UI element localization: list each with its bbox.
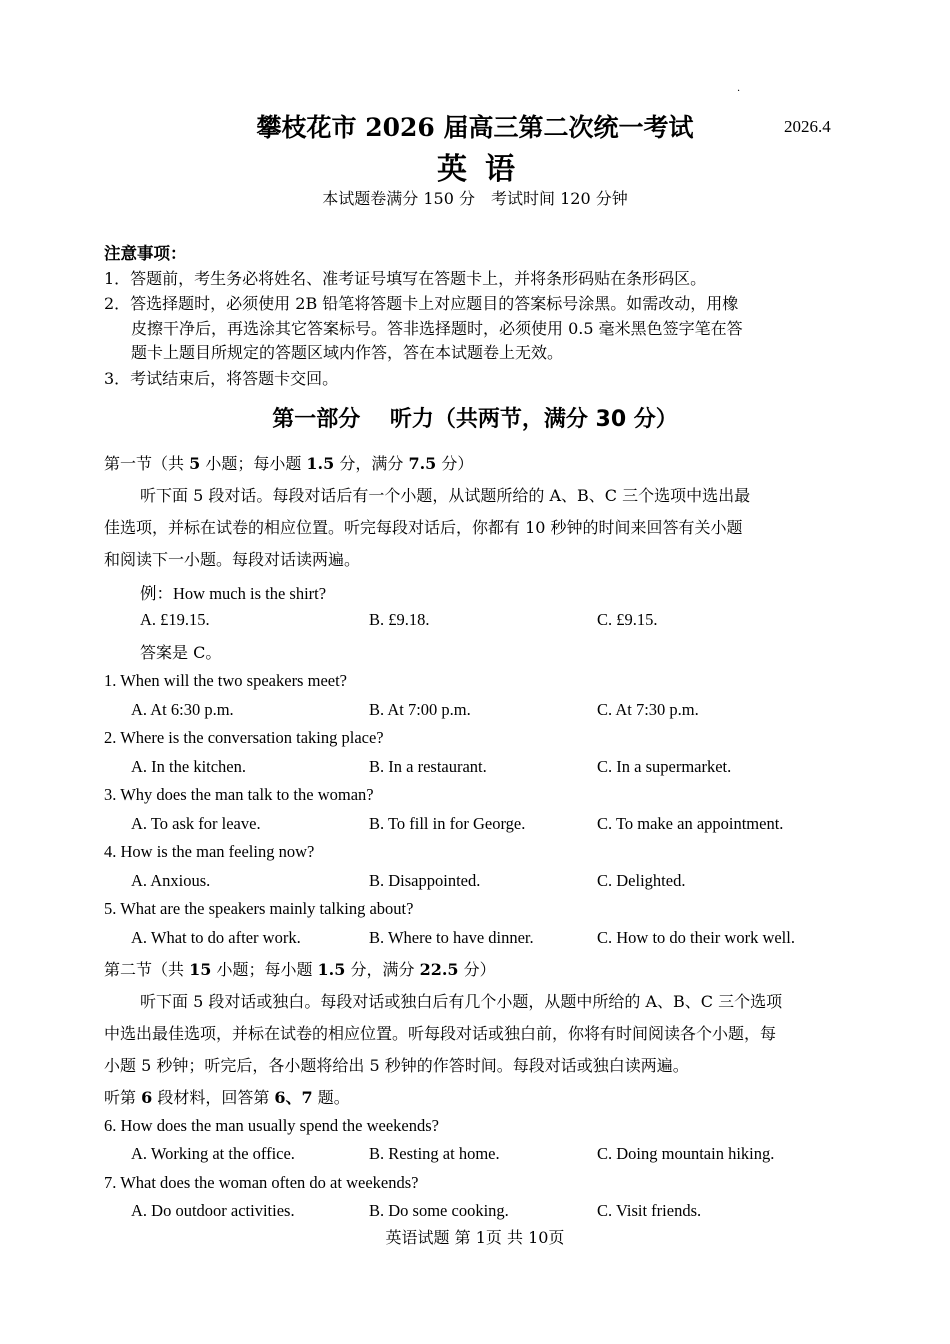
notice-item-continued: 题卡上题目所规定的答题区域内作答，答在本试题卷上无效。 <box>131 343 564 362</box>
option-a: A. In the kitchen. <box>131 757 247 776</box>
question-text: 3. Why does the man talk to the woman? <box>104 785 374 804</box>
subject-title: 英语 <box>437 152 533 187</box>
material-heading: 听第 6 段材料，回答第 6、7 题。 <box>104 1088 350 1107</box>
option-b: B. To fill in for George. <box>369 814 526 833</box>
option-a: A. Anxious. <box>131 871 211 890</box>
section2-instructions: 听下面 5 段对话或独白。每段对话或独白后有几个小题，从题中所给的 A、B、C 三个选项 <box>140 992 783 1011</box>
option-c: C. To make an appointment. <box>597 814 784 833</box>
option-b: B. Disappointed. <box>369 871 481 890</box>
option-a: A. At 6:30 p.m. <box>131 700 234 719</box>
option-b: B. Do some cooking. <box>369 1201 509 1220</box>
question-text: 1. When will the two speakers meet? <box>104 671 347 690</box>
section1-instructions: 和阅读下一小题。每段对话读两遍。 <box>104 550 361 569</box>
option-c: C. In a supermarket. <box>597 757 732 776</box>
section2-instructions: 中选出最佳选项，并标在试卷的相应位置。听每段对话或独白前，你将有时间阅读各个小题，每 <box>104 1024 777 1043</box>
notice-title: 注意事项： <box>104 244 187 263</box>
option-a: A. Working at the office. <box>131 1144 295 1163</box>
option-c: C. At 7:30 p.m. <box>597 700 699 719</box>
option-a: A. What to do after work. <box>131 928 301 947</box>
example-answer: 答案是 C。 <box>140 643 222 662</box>
option-b: B. At 7:00 p.m. <box>369 700 471 719</box>
option-a: A. To ask for leave. <box>131 814 261 833</box>
question-text: 6. How does the man usually spend the weekends? <box>104 1116 439 1135</box>
example-option-c: C. £9.15. <box>597 610 658 629</box>
question-text: 2. Where is the conversation taking place? <box>104 728 384 747</box>
option-b: B. Where to have dinner. <box>369 928 534 947</box>
notice-item-continued: 皮擦干净后，再选涂其它答案标号。答非选择题时，必须使用 0.5 毫米黑色签字笔在答 <box>131 319 743 338</box>
question-text: 7. What does the woman often do at weekends? <box>104 1173 419 1192</box>
section2-heading: 第二节（共 15 小题；每小题 1.5 分，满分 22.5 分） <box>104 960 496 979</box>
option-c: C. Delighted. <box>597 871 686 890</box>
option-b: B. Resting at home. <box>369 1144 500 1163</box>
notice-item: 1．答题前，考生务必将姓名、准考证号填写在答题卡上，并将条形码贴在条形码区。 <box>104 269 707 288</box>
part1-title: 第一部分 听力（共两节，满分 30 分） <box>272 407 678 432</box>
option-c: C. Doing mountain hiking. <box>597 1144 775 1163</box>
option-c: C. Visit friends. <box>597 1201 702 1220</box>
exam-title: 攀枝花市 2026 届高三第二次统一考试 <box>256 113 694 142</box>
example-option-b: B. £9.18. <box>369 610 430 629</box>
option-a: A. Do outdoor activities. <box>131 1201 295 1220</box>
option-b: B. In a restaurant. <box>369 757 487 776</box>
question-text: 4. How is the man feeling now? <box>104 842 315 861</box>
page-footer: 英语试题 第 1页 共 10页 <box>385 1228 565 1247</box>
section1-instructions: 佳选项，并标在试卷的相应位置。听完每段对话后，你都有 10 秒钟的时间来回答有关小题 <box>104 518 743 537</box>
section1-instructions: 听下面 5 段对话。每段对话后有一个小题，从试题所给的 A、B、C 三个选项中选出最 <box>140 486 751 505</box>
section2-instructions: 小题 5 秒钟；听完后，各小题将给出 5 秒钟的作答时间。每段对话或独白读两遍。 <box>104 1056 689 1075</box>
option-c: C. How to do their work well. <box>597 928 795 947</box>
exam-date: 2026.4 <box>784 117 831 136</box>
question-text: 5. What are the speakers mainly talking about? <box>104 899 414 918</box>
example-question: 例：How much is the shirt? <box>140 584 327 603</box>
exam-meta: 本试题卷满分 150 分 考试时间 120 分钟 <box>322 189 628 208</box>
header-dot: · <box>737 86 741 97</box>
section1-heading: 第一节（共 5 小题；每小题 1.5 分，满分 7.5 分） <box>104 454 474 473</box>
notice-item: 2．答选择题时，必须使用 2B 铅笔将答题卡上对应题目的答案标号涂黑。如需改动，用橡 <box>104 294 739 313</box>
notice-item: 3．考试结束后，将答题卡交回。 <box>104 369 339 388</box>
example-option-a: A. £19.15. <box>140 610 210 629</box>
